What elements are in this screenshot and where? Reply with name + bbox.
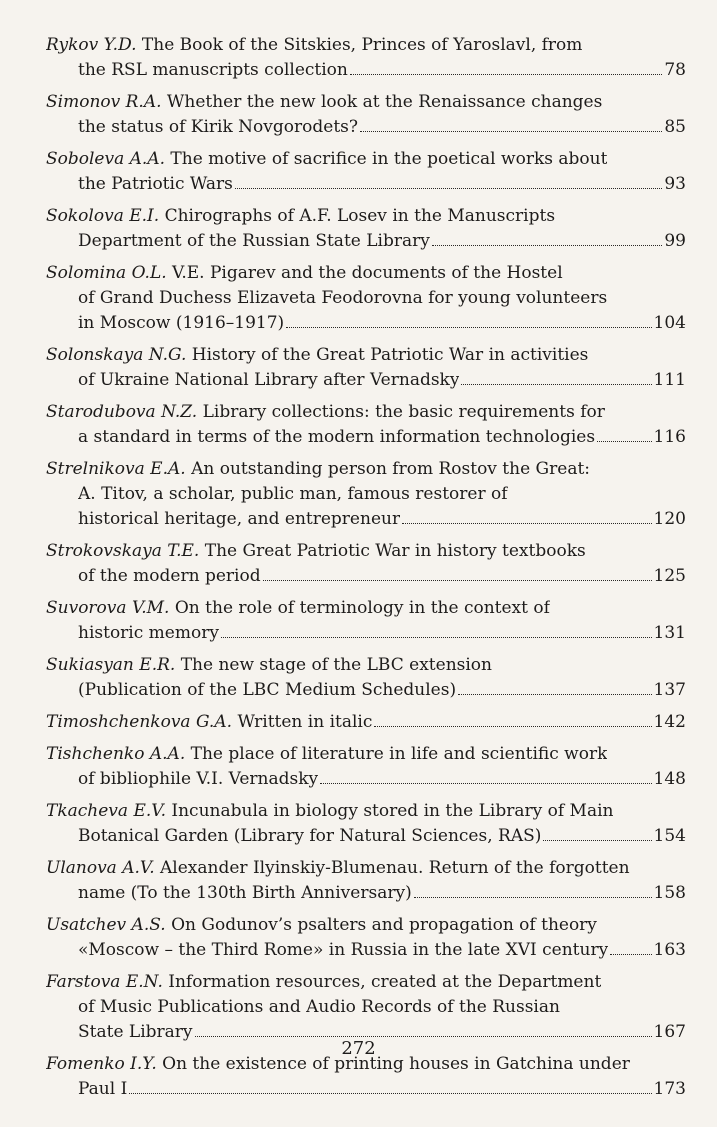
toc-author: Solonskaya N.G. [46,345,187,365]
toc-entry-text [46,400,605,425]
dot-leader [263,580,652,581]
toc-title-text: Alexander Ilyinskiy-Blumenau. Return of the forgotten [160,858,630,878]
toc-title-text: A. Titov, a scholar, public man, famous restorer of [78,484,508,504]
dot-leader [461,384,651,385]
toc-title-text: of Music Publications and Audio Records of the Russian [78,997,560,1017]
toc-author: Rykov Y.D. [46,35,137,55]
dot-leader [221,637,652,638]
toc-author: Sokolova E.I. [46,206,160,226]
toc-title-text: the RSL manuscripts collection [78,60,348,80]
toc-entry-line [46,286,686,311]
toc-title-text: historic memory [78,623,219,643]
toc-entry [46,539,686,589]
toc-entry-line [46,457,686,482]
toc-entry-line [46,913,686,938]
toc-title-text: History of the Great Patriotic War in activities [191,345,589,365]
toc-title-text: Whether the new look at the Renaissance changes [166,92,603,112]
toc-entry [46,457,686,532]
page-number: 272 [341,1038,376,1059]
dot-leader [414,897,652,898]
toc-entry-line [46,799,686,824]
toc-page-number: 173 [653,1079,686,1099]
toc-entry-line [46,261,686,286]
toc-page-number: 142 [653,712,686,732]
table-of-contents [46,33,686,1109]
dot-leader [458,694,651,695]
toc-entry-line [46,995,686,1020]
toc-entry-line [46,881,686,906]
toc-entry-text [78,58,348,83]
toc-author: Usatchev A.S. [46,915,166,935]
toc-entry-line [46,742,686,767]
toc-title-text: Written in italic [237,712,373,732]
toc-entry-line [46,1077,686,1102]
toc-entry-line [46,147,686,172]
toc-title-text: in Moscow (1916–1917) [78,313,285,333]
toc-entry-line [46,678,686,703]
toc-entry [46,147,686,197]
toc-entry-line [46,824,686,849]
toc-entry-line [46,653,686,678]
toc-page-number: 93 [664,174,686,194]
toc-entry-text [46,799,613,824]
toc-title-text: Department of the Russian State Library [78,231,430,251]
toc-entry-text [46,33,582,58]
toc-entry-text [78,368,459,393]
toc-author: Fomenko I.Y. [46,1054,157,1074]
toc-entry-text [46,710,372,735]
toc-entry [46,710,686,735]
dot-leader [597,441,651,442]
toc-title-text: the status of Kirik Novgorodets? [78,117,358,137]
toc-entry-line [46,58,686,83]
dot-leader [374,726,651,727]
toc-title-text: On the role of terminology in the context of [174,598,550,618]
toc-entry-text [46,147,607,172]
toc-page-number: 148 [653,769,686,789]
toc-title-text: of the modern period [78,566,261,586]
toc-entry [46,400,686,450]
toc-author: Ulanova A.V. [46,858,155,878]
toc-entry-text [78,482,508,507]
toc-title-text: The Great Patriotic War in history textbooks [204,541,586,561]
toc-title-text: The place of literature in life and scientific work [190,744,608,764]
dot-leader [610,954,651,955]
dot-leader [320,783,651,784]
toc-page-number: 78 [664,60,686,80]
toc-entry [46,856,686,906]
toc-author: Strokovskaya T.E. [46,541,200,561]
toc-entry-text [46,90,602,115]
toc-page-number: 99 [664,231,686,251]
toc-title-text: On Godunov’s psalters and propagation of theory [171,915,597,935]
toc-entry-text [78,115,358,140]
dot-leader [432,245,663,246]
toc-entry-text [78,1077,127,1102]
toc-author: Solomina O.L. [46,263,167,283]
toc-page-number: 154 [653,826,686,846]
toc-entry-text [46,261,563,286]
toc-entry-text [46,539,586,564]
toc-title-text: The Book of the Sitskies, Princes of Yaroslavl, from [141,35,583,55]
toc-entry-text [78,564,261,589]
dot-leader [350,74,663,75]
toc-entry-text [78,995,560,1020]
toc-entry-line [46,311,686,336]
toc-title-text: State Library [78,1022,193,1042]
toc-entry-line [46,425,686,450]
toc-entry-line [46,767,686,792]
toc-title-text: (Publication of the LBC Medium Schedules) [78,680,457,700]
toc-author: Starodubova N.Z. [46,402,198,422]
toc-page-number: 111 [653,370,686,390]
toc-title-text: of Grand Duchess Elizaveta Feodorovna for young volunteers [78,288,608,308]
toc-title-text: of bibliophile V.I. Vernadsky [78,769,319,789]
toc-page-number: 125 [653,566,686,586]
dot-leader [129,1093,651,1094]
toc-title-text: Paul I [78,1079,128,1099]
toc-entry [46,204,686,254]
toc-page-number: 85 [664,117,686,137]
toc-entry-text [78,425,595,450]
toc-title-text: Chirographs of A.F. Losev in the Manuscripts [164,206,556,226]
toc-entry-line [46,172,686,197]
toc-title-text: Botanical Garden (Library for Natural Sciences, RAS) [78,826,542,846]
toc-author: Soboleva A.A. [46,149,165,169]
toc-entry-text [46,970,601,995]
toc-title-text: Incunabula in biology stored in the Library of Main [171,801,614,821]
toc-entry-line [46,621,686,646]
toc-title-text: «Moscow – the Third Rome» in Russia in the late XVI century [78,940,609,960]
toc-author: Farstova E.N. [46,972,163,992]
dot-leader [543,840,651,841]
toc-entry [46,1052,686,1102]
toc-entry-text [46,457,590,482]
toc-entry-line [46,970,686,995]
toc-entry-text [46,856,630,881]
toc-entry-text [46,596,550,621]
toc-entry-text [78,767,318,792]
toc-entry [46,33,686,83]
toc-entry [46,653,686,703]
toc-entry-text [78,172,233,197]
toc-title-text: Library collections: the basic requirements for [202,402,605,422]
toc-page-number: 131 [653,623,686,643]
toc-entry [46,913,686,963]
toc-entry-line [46,204,686,229]
toc-author: Tishchenko A.A. [46,744,186,764]
toc-entry-line [46,938,686,963]
toc-entry-text [78,824,541,849]
toc-title-text: historical heritage, and entrepreneur [78,509,401,529]
toc-title-text: The motive of sacrifice in the poetical works about [170,149,608,169]
toc-entry [46,261,686,336]
toc-entry-text [78,229,430,254]
toc-entry-text [78,881,412,906]
toc-entry [46,799,686,849]
toc-entry-text [78,311,284,336]
toc-entry-text [78,507,400,532]
toc-entry-text [78,286,607,311]
toc-entry-line [46,33,686,58]
toc-author: Suvorova V.M. [46,598,170,618]
toc-page-number: 167 [653,1022,686,1042]
toc-title-text: On the existence of printing houses in Gatchina under [162,1054,630,1074]
toc-author: Sukiasyan E.R. [46,655,176,675]
dot-leader [360,131,662,132]
toc-title-text: V.E. Pigarev and the documents of the Hostel [172,263,563,283]
dot-leader [235,188,663,189]
toc-page-number: 116 [653,427,686,447]
toc-title-text: of Ukraine National Library after Vernadsky [78,370,460,390]
toc-entry-text [46,343,588,368]
toc-page-number: 137 [653,680,686,700]
toc-author: Timoshchenkova G.A. [46,712,233,732]
toc-entry-line [46,596,686,621]
toc-entry-line [46,856,686,881]
toc-entry-text [78,621,219,646]
toc-entry-line [46,115,686,140]
toc-entry-text [46,204,555,229]
toc-entry-text [46,742,607,767]
toc-entry [46,596,686,646]
toc-entry-line [46,482,686,507]
toc-title-text: a standard in terms of the modern information technologies [78,427,596,447]
toc-entry-line [46,343,686,368]
toc-entry-text [46,653,492,678]
toc-page-number: 104 [653,313,686,333]
toc-entry [46,90,686,140]
toc-entry-line [46,507,686,532]
toc-entry-line [46,400,686,425]
toc-entry [46,343,686,393]
toc-entry [46,970,686,1045]
toc-author: Strelnikova E.A. [46,459,186,479]
toc-title-text: name (To the 130th Birth Anniversary) [78,883,412,903]
toc-entry-line [46,368,686,393]
toc-title-text: An outstanding person from Rostov the Great: [191,459,591,479]
toc-entry-line [46,229,686,254]
toc-entry-text [78,938,608,963]
toc-page-number: 120 [653,509,686,529]
dot-leader [402,523,651,524]
toc-author: Tkacheva E.V. [46,801,166,821]
toc-page-number: 163 [653,940,686,960]
toc-entry-line [46,90,686,115]
toc-entry-line [46,539,686,564]
toc-author: Simonov R.A. [46,92,162,112]
toc-entry-line [46,710,686,735]
toc-title-text: Information resources, created at the Department [168,972,602,992]
toc-entry-text [78,678,456,703]
toc-entry [46,742,686,792]
toc-page-number: 158 [653,883,686,903]
toc-title-text: The new stage of the LBC extension [180,655,492,675]
dot-leader [286,327,651,328]
toc-entry-text [46,913,597,938]
toc-entry-line [46,564,686,589]
dot-leader [195,1036,652,1037]
toc-title-text: the Patriotic Wars [78,174,233,194]
